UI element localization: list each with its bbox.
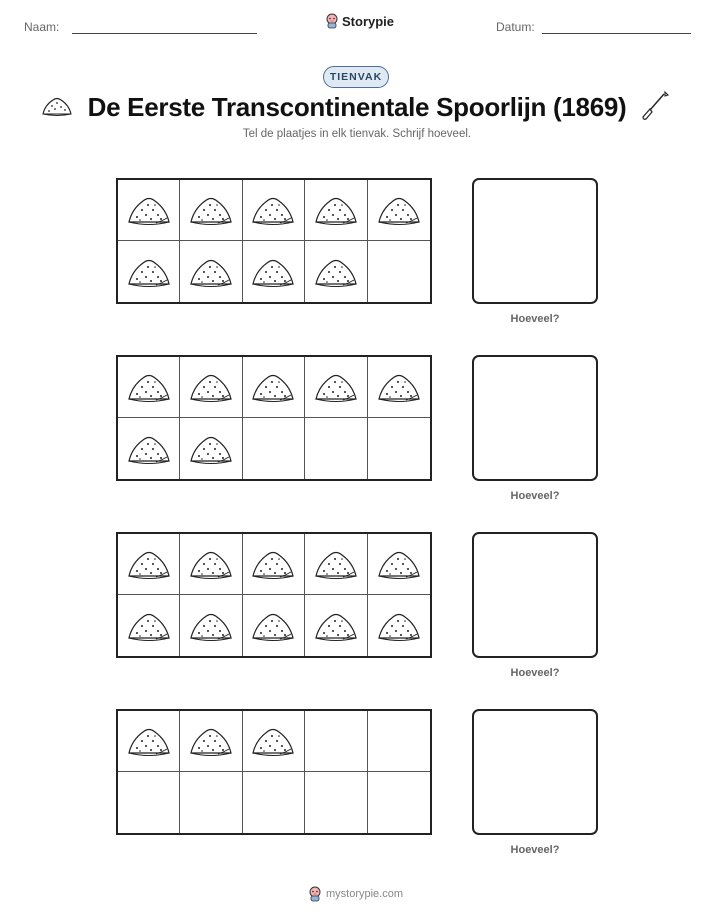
brand-name: Storypie: [342, 13, 395, 29]
sand-pile-icon: [376, 193, 422, 227]
ten-frame-cell: [243, 595, 305, 656]
answer-label-2: Hoeveel?: [510, 490, 560, 502]
sand-pile-icon: [188, 193, 234, 227]
ten-frame-2: [116, 355, 432, 481]
ten-frame-cell: [180, 418, 242, 479]
sand-pile-icon: [126, 432, 172, 466]
ten-frame-cell: [368, 711, 430, 772]
sand-pile-icon: [313, 609, 359, 643]
answer-box-1[interactable]: [472, 178, 598, 304]
sand-pile-icon: [188, 609, 234, 643]
ten-frame-cell: [368, 357, 430, 418]
ten-frame-cell: [368, 241, 430, 302]
ten-frame-cell: [305, 418, 367, 479]
ten-frame-cell: [180, 357, 242, 418]
answer-box-3[interactable]: [472, 532, 598, 658]
sand-pile-icon: [376, 609, 422, 643]
ten-frame-cell: [180, 241, 242, 302]
ten-frame-cell: [243, 772, 305, 833]
ten-frame-cell: [180, 595, 242, 656]
ten-frame-cell: [118, 534, 180, 595]
sand-pile-icon: [126, 370, 172, 404]
sand-pile-icon: [313, 547, 359, 581]
ten-frame-cell: [180, 711, 242, 772]
footer: [308, 886, 403, 902]
sand-pile-icon: [188, 370, 234, 404]
ten-frame-cell: [305, 534, 367, 595]
ten-frame-3: [116, 532, 432, 658]
date-line[interactable]: [542, 33, 691, 34]
answer-label-4: Hoeveel?: [510, 844, 560, 856]
sand-pile-icon: [188, 432, 234, 466]
answer-box-2[interactable]: [472, 355, 598, 481]
name-line[interactable]: [72, 33, 257, 34]
ten-frame-cell: [305, 241, 367, 302]
ten-frame-cell: [305, 595, 367, 656]
name-label: Naam:: [24, 20, 60, 34]
ten-frame-cell: [118, 595, 180, 656]
ten-frame-cell: [118, 241, 180, 302]
ten-frame-cell: [243, 241, 305, 302]
sand-pile-icon: [126, 724, 172, 758]
ten-frame-cell: [305, 357, 367, 418]
pig-mascot-icon: [325, 13, 339, 29]
ten-frame-cell: [118, 180, 180, 241]
sand-pile-icon: [250, 609, 296, 643]
ten-frame-cell: [243, 180, 305, 241]
ten-frame-cell: [243, 534, 305, 595]
ten-frame-4: [116, 709, 432, 835]
ten-frame-cell: [368, 418, 430, 479]
sand-pile-icon: [376, 370, 422, 404]
ten-frame-cell: [180, 772, 242, 833]
ten-frame-cell: [368, 772, 430, 833]
ten-frame-cell: [368, 595, 430, 656]
shovel-icon: [638, 90, 670, 122]
ten-frame-cell: [243, 357, 305, 418]
ten-frame-cell: [118, 357, 180, 418]
ten-frame-cell: [118, 418, 180, 479]
sand-pile-icon: [126, 609, 172, 643]
sand-pile-icon: [313, 370, 359, 404]
ten-frame-cell: [243, 418, 305, 479]
instruction-text: Tel de plaatjes in elk tienvak. Schrijf hoeveel.: [242, 128, 472, 140]
date-label: Datum:: [496, 20, 535, 34]
sand-pile-icon: [250, 193, 296, 227]
ten-frame-cell: [180, 534, 242, 595]
sand-pile-icon: [313, 193, 359, 227]
worksheet-type-badge: TIENVAK: [323, 66, 389, 88]
footer-url: mystorypie.com: [326, 888, 404, 900]
answer-label-1: Hoeveel?: [510, 313, 560, 325]
sand-pile-icon: [250, 547, 296, 581]
sand-pile-icon: [376, 547, 422, 581]
ten-frame-cell: [305, 180, 367, 241]
sand-pile-icon: [188, 255, 234, 289]
sand-pile-icon: [250, 255, 296, 289]
sand-pile-icon: [313, 255, 359, 289]
sand-pile-icon: [188, 724, 234, 758]
ten-frame-cell: [305, 772, 367, 833]
ten-frame-cell: [118, 772, 180, 833]
ten-frame-1: [116, 178, 432, 304]
ten-frame-cell: [305, 711, 367, 772]
ten-frame-cell: [368, 180, 430, 241]
sand-pile-icon: [126, 255, 172, 289]
ten-frame-cell: [368, 534, 430, 595]
sand-pile-icon: [250, 724, 296, 758]
pig-mascot-icon: [308, 886, 322, 902]
ten-frame-cell: [118, 711, 180, 772]
ten-frame-cell: [180, 180, 242, 241]
page-title: De Eerste Transcontinentale Spoorlijn (1869): [87, 92, 627, 122]
sand-pile-icon: [126, 547, 172, 581]
sand-pile-icon: [126, 193, 172, 227]
answer-box-4[interactable]: [472, 709, 598, 835]
sand-pile-icon: [250, 370, 296, 404]
brand-logo: [325, 13, 394, 29]
ten-frame-cell: [243, 711, 305, 772]
sand-pile-icon: [188, 547, 234, 581]
answer-label-3: Hoeveel?: [510, 667, 560, 679]
